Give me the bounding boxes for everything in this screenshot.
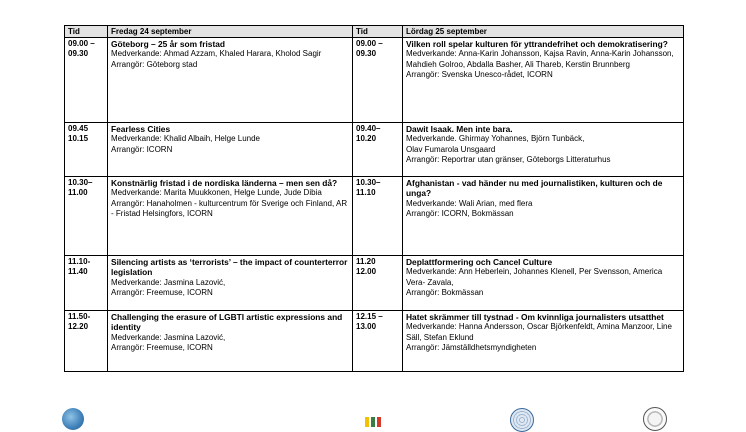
time-cell-right bbox=[353, 256, 403, 311]
table-row bbox=[65, 311, 684, 372]
time-end: 13.00 bbox=[356, 322, 377, 332]
session-title: Vilken roll spelar kulturen för yttrandefrihet och demokratisering? bbox=[406, 39, 668, 49]
time-cell-left bbox=[65, 38, 108, 123]
time-start: 11.10- bbox=[68, 257, 91, 266]
time-end: 10.15 bbox=[68, 134, 89, 144]
session-organizer: Arrangör: Hanaholmen - kulturcentrum för Sverige och Finland, AR - Fristad Helsingfors, ICORN bbox=[111, 198, 348, 219]
seal-logo-icon bbox=[510, 408, 534, 432]
time-cell-right bbox=[353, 123, 403, 177]
time-start: 09.45 bbox=[68, 124, 89, 133]
session-participants: Medverkande: Jasmina Lazović, bbox=[111, 332, 226, 342]
session-participants: Medverkande. Ghirmay Yohannes, Björn Tunbäck, bbox=[406, 134, 585, 144]
time-end: 11.00 bbox=[68, 188, 88, 198]
session-organizer: Arrangör: Bokmässan bbox=[406, 288, 484, 298]
footer-logos bbox=[0, 404, 746, 419]
session-title: Challenging the erasure of LGBTI artistic expressions and identity bbox=[111, 312, 343, 333]
session-organizer: Arrangör: Göteborg stad bbox=[111, 59, 198, 69]
session-title: Silencing artists as ‘terrorists’ – the impact of counterterror legislation bbox=[111, 257, 348, 278]
session-participants: Medverkande: Khalid Albaih, Helge Lunde bbox=[111, 134, 260, 144]
session-organizer: Arrangör: ICORN, Bokmässan bbox=[406, 209, 514, 219]
header-row bbox=[65, 26, 684, 38]
time-start: 11.50- bbox=[68, 312, 91, 321]
session-cell-left bbox=[108, 123, 353, 177]
session-organizer: Arrangör: Freemuse, ICORN bbox=[111, 343, 213, 353]
session-cell-right bbox=[403, 311, 684, 372]
time-end: 12.20 bbox=[68, 322, 89, 332]
session-cell-right bbox=[403, 177, 684, 256]
header-day-right: Lördag 25 september bbox=[403, 26, 684, 38]
session-title: Dawit Isaak. Men inte bara. bbox=[406, 124, 513, 134]
stripes-logo-icon bbox=[365, 414, 389, 424]
session-organizer: Arrangör: Svenska Unesco-rådet, ICORN bbox=[406, 70, 553, 80]
header-day-left: Fredag 24 september bbox=[108, 26, 353, 38]
session-participants: Medverkande: Hanna Andersson, Oscar Björkenfeldt, Amina Manzoor, Line Säll, Stefan Eklund bbox=[406, 322, 672, 342]
session-organizer: Arrangör: Freemuse, ICORN bbox=[111, 288, 213, 298]
session-participants: Medverkande: Wali Arian, med flera bbox=[406, 198, 533, 208]
session-title: Afghanistan - vad händer nu med journalistiken, kulturen och de unga? bbox=[406, 178, 663, 199]
session-participants: Medverkande: Anna-Karin Johansson, Kajsa Ravin, Anna-Karin Johansson, Mahdieh Golroo, Abdalla Basher, Ali Thareb, Kerstin Brunnberg bbox=[406, 49, 674, 69]
time-cell-right bbox=[353, 311, 403, 372]
session-title: Göteborg – 25 år som fristad bbox=[111, 39, 226, 49]
time-end: 11.10 bbox=[356, 188, 376, 198]
session-cell-right bbox=[403, 38, 684, 123]
time-end: 10.20 bbox=[356, 134, 377, 144]
time-cell-left bbox=[65, 256, 108, 311]
time-end: 12.00 bbox=[356, 267, 377, 277]
time-cell-left bbox=[65, 311, 108, 372]
session-cell-right bbox=[403, 123, 684, 177]
session-participants: Medverkande: Marita Muukkonen, Helge Lunde, Jude Dibia bbox=[111, 188, 322, 198]
session-participants: Medverkande: Ann Heberlein, Johannes Klenell, Per Svensson, America Vera- Zavala, bbox=[406, 267, 663, 287]
session-participants: Medverkande: Jasmina Lazović, bbox=[111, 277, 226, 287]
time-start: 09.00 – bbox=[356, 39, 383, 48]
session-participants-cont: Olav Fumarola Unsgaard bbox=[406, 144, 496, 154]
session-cell-left bbox=[108, 256, 353, 311]
crest-logo-icon bbox=[643, 407, 667, 431]
table-row bbox=[65, 38, 684, 123]
session-participants: Medverkande: Ahmad Azzam, Khaled Harara, Kholod Sagir bbox=[111, 49, 322, 59]
time-start: 12.15 – bbox=[356, 312, 383, 321]
time-start: 09.00 – bbox=[68, 39, 95, 48]
globe-logo-icon bbox=[62, 408, 84, 430]
session-cell-left bbox=[108, 177, 353, 256]
time-end: 11.40 bbox=[68, 267, 88, 277]
time-cell-left bbox=[65, 177, 108, 256]
session-title: Konstnärlig fristad i de nordiska länderna – men sen då? bbox=[111, 178, 338, 188]
time-cell-right bbox=[353, 38, 403, 123]
session-title: Fearless Cities bbox=[111, 124, 171, 134]
session-title: Deplattformering och Cancel Culture bbox=[406, 257, 553, 267]
session-organizer: Arrangör: Reportrar utan gränser, Göteborgs Litteraturhus bbox=[406, 155, 611, 165]
time-start: 09.40– bbox=[356, 124, 381, 133]
time-end: 09.30 bbox=[356, 49, 377, 59]
schedule-table bbox=[64, 25, 684, 372]
table-row bbox=[65, 256, 684, 311]
time-cell-left bbox=[65, 123, 108, 177]
table-row bbox=[65, 177, 684, 256]
time-start: 11.20 bbox=[356, 257, 376, 266]
session-cell-right bbox=[403, 256, 684, 311]
session-organizer: Arrangör: ICORN bbox=[111, 144, 173, 154]
header-tid-left: Tid bbox=[65, 26, 108, 38]
time-end: 09.30 bbox=[68, 49, 89, 59]
time-cell-right bbox=[353, 177, 403, 256]
session-cell-left bbox=[108, 38, 353, 123]
time-start: 10.30– bbox=[68, 178, 93, 187]
session-title: Hatet skrämmer till tystnad - Om kvinnliga journalisters utsatthet bbox=[406, 312, 664, 322]
table-row bbox=[65, 123, 684, 177]
header-tid-right: Tid bbox=[353, 26, 403, 38]
session-organizer: Arrangör: Jämställdhetsmyndigheten bbox=[406, 343, 537, 353]
time-start: 10.30– bbox=[356, 178, 381, 187]
session-cell-left bbox=[108, 311, 353, 372]
